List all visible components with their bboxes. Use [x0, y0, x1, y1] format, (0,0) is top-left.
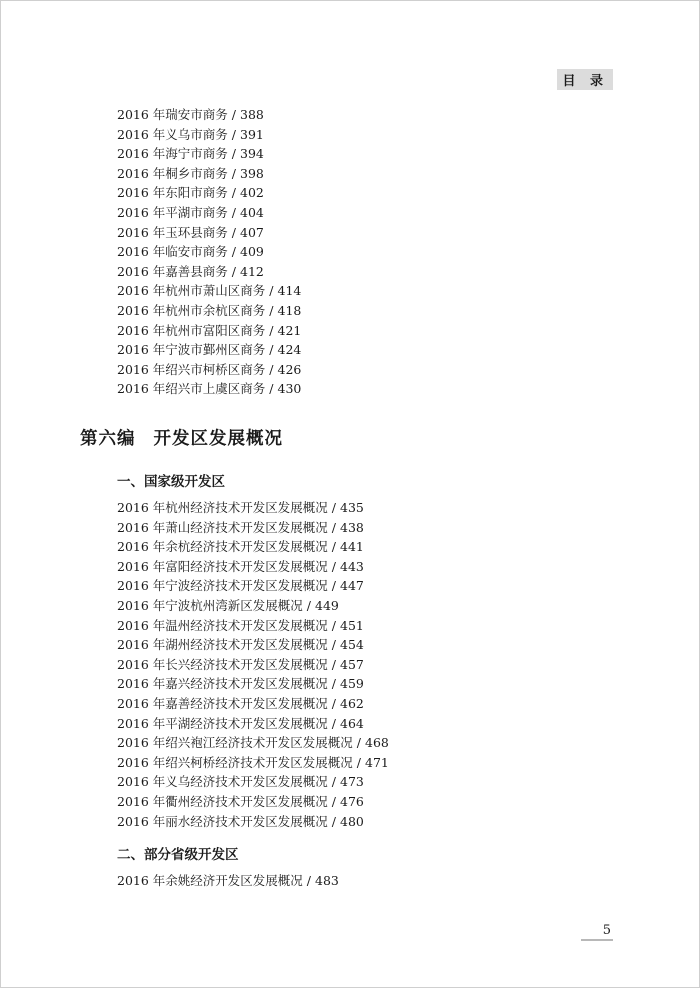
toc-entry-page: 454 [340, 637, 364, 653]
toc-entry-title: 2016 年长兴经济技术开发区发展概况 [117, 656, 328, 672]
toc-entry-title: 2016 年宁波杭州湾新区发展概况 [117, 597, 303, 613]
toc-entry-title: 2016 年东阳市商务 [117, 185, 228, 201]
toc-entry-title: 2016 年玉环县商务 [117, 224, 228, 240]
toc-entry[interactable]: 2016 年余姚经济开发区发展概况 / 483 [117, 873, 339, 888]
part-title [80, 425, 283, 450]
toc-entry-title: 2016 年绍兴市上虞区商务 [117, 381, 266, 397]
toc-entry[interactable]: 2016 年余杭经济技术开发区发展概况 / 441 [117, 539, 364, 555]
toc-entry-page: 435 [340, 500, 364, 515]
toc-entry-title: 2016 年宁波经济技术开发区发展概况 [117, 578, 328, 594]
toc-entry[interactable]: 2016 年衢州经济技术开发区发展概况 / 476 [117, 793, 364, 809]
toc-list-provincial [117, 871, 339, 891]
toc-entry-page: 409 [240, 244, 264, 260]
toc-entry-title: 2016 年海宁市商务 [117, 146, 228, 162]
toc-entry-page: 480 [340, 813, 364, 829]
toc-entry-title: 2016 年萧山经济技术开发区发展概况 [117, 519, 328, 535]
toc-entry-page: 414 [277, 283, 302, 299]
toc-entry-page: 430 [277, 381, 302, 397]
toc-entry[interactable]: 2016 年萧山经济技术开发区发展概况 / 438 [117, 519, 364, 535]
toc-entry-page: 421 [277, 322, 302, 338]
toc-entry-title: 2016 年杭州经济技术开发区发展概况 [117, 500, 328, 515]
toc-entry-page: 483 [315, 873, 339, 888]
toc-entry-title: 2016 年宁波市鄞州区商务 [117, 342, 266, 358]
toc-entry-page: 464 [340, 715, 364, 731]
section-heading: 一、国家级开发区 [117, 474, 225, 490]
toc-entry-title: 2016 年余姚经济开发区发展概况 [117, 873, 303, 888]
toc-entry-page: 476 [340, 793, 364, 809]
toc-entry-page: 473 [340, 774, 364, 790]
toc-entry[interactable]: 2016 年杭州市余杭区商务 / 418 [117, 302, 302, 318]
toc-entry-title: 2016 年义乌经济技术开发区发展概况 [117, 774, 328, 790]
toc-entry[interactable]: 2016 年绍兴柯桥经济技术开发区发展概况 / 471 [117, 754, 389, 770]
toc-entry-title: 2016 年平湖经济技术开发区发展概况 [117, 715, 328, 731]
toc-entry[interactable]: 2016 年绍兴袍江经济技术开发区发展概况 / 468 [117, 735, 389, 751]
toc-entry-page: 394 [240, 146, 264, 162]
toc-list-continued [117, 105, 301, 399]
toc-entry-title: 2016 年嘉善县商务 [117, 263, 228, 279]
section-heading: 二、部分省级开发区 [117, 847, 239, 863]
toc-entry-page: 388 [240, 107, 264, 122]
toc-entry-page: 424 [277, 342, 302, 358]
toc-entry-page: 391 [240, 126, 264, 142]
toc-entry[interactable]: 2016 年义乌经济技术开发区发展概况 / 473 [117, 774, 364, 790]
toc-entry-title: 2016 年瑞安市商务 [117, 107, 228, 122]
toc-entry[interactable]: 2016 年宁波经济技术开发区发展概况 / 447 [117, 578, 364, 594]
toc-entry[interactable]: 2016 年海宁市商务 / 394 [117, 146, 264, 162]
footer-rule [581, 939, 613, 941]
toc-entry-title: 2016 年绍兴市柯桥区商务 [117, 361, 266, 377]
toc-entry-title: 2016 年杭州市富阳区商务 [117, 322, 266, 338]
toc-entry-page: 441 [340, 539, 364, 555]
toc-entry[interactable]: 2016 年长兴经济技术开发区发展概况 / 457 [117, 656, 364, 672]
toc-entry-page: 462 [340, 695, 364, 711]
toc-entry[interactable]: 2016 年桐乡市商务 / 398 [117, 165, 264, 181]
toc-entry-page: 443 [340, 558, 364, 574]
toc-entry-title: 2016 年杭州市萧山区商务 [117, 283, 266, 299]
toc-entry-page: 398 [240, 165, 264, 181]
toc-entry-page: 459 [340, 676, 364, 692]
toc-entry[interactable]: 2016 年杭州经济技术开发区发展概况 / 435 [117, 500, 364, 515]
toc-entry[interactable]: 2016 年东阳市商务 / 402 [117, 185, 264, 201]
toc-entry-title: 2016 年绍兴袍江经济技术开发区发展概况 [117, 735, 353, 751]
toc-entry-title: 2016 年平湖市商务 [117, 204, 228, 220]
toc-entry-page: 447 [340, 578, 364, 594]
toc-entry[interactable]: 2016 年宁波杭州湾新区发展概况 / 449 [117, 597, 339, 613]
toc-entry[interactable]: 2016 年嘉兴经济技术开发区发展概况 / 459 [117, 676, 364, 692]
toc-list-national [117, 498, 389, 831]
toc-entry-title: 2016 年绍兴柯桥经济技术开发区发展概况 [117, 754, 353, 770]
toc-entry[interactable]: 2016 年绍兴市上虞区商务 / 430 [117, 381, 302, 397]
running-header: 目 录 [557, 69, 613, 90]
toc-entry[interactable]: 2016 年嘉善经济技术开发区发展概况 / 462 [117, 695, 364, 711]
toc-entry[interactable]: 2016 年临安市商务 / 409 [117, 244, 264, 260]
toc-entry[interactable]: 2016 年杭州市萧山区商务 / 414 [117, 283, 302, 299]
toc-entry[interactable]: 2016 年玉环县商务 / 407 [117, 224, 264, 240]
toc-entry-page: 407 [240, 224, 264, 240]
toc-entry-title: 2016 年富阳经济技术开发区发展概况 [117, 558, 328, 574]
toc-entry-page: 418 [277, 302, 302, 318]
toc-entry-page: 468 [365, 735, 389, 751]
toc-entry-title: 2016 年温州经济技术开发区发展概况 [117, 617, 328, 633]
toc-entry-title: 2016 年义乌市商务 [117, 126, 228, 142]
toc-entry-page: 471 [365, 754, 389, 770]
toc-entry-title: 2016 年余杭经济技术开发区发展概况 [117, 539, 328, 555]
toc-entry-title: 2016 年杭州市余杭区商务 [117, 302, 266, 318]
toc-entry-page: 457 [340, 656, 364, 672]
toc-entry-page: 449 [315, 597, 339, 613]
toc-entry[interactable]: 2016 年富阳经济技术开发区发展概况 / 443 [117, 558, 364, 574]
toc-entry-title: 2016 年临安市商务 [117, 244, 228, 260]
toc-entry[interactable]: 2016 年瑞安市商务 / 388 [117, 107, 264, 122]
toc-entry-title: 2016 年湖州经济技术开发区发展概况 [117, 637, 328, 653]
toc-entry-page: 402 [240, 185, 264, 201]
toc-entry-page: 438 [340, 519, 364, 535]
toc-entry-title: 2016 年桐乡市商务 [117, 165, 228, 181]
part-number: 第六编 [80, 429, 136, 449]
toc-entry[interactable]: 2016 年平湖市商务 / 404 [117, 204, 264, 220]
toc-entry-page: 426 [277, 361, 302, 377]
page-number: 5 [602, 923, 611, 938]
toc-entry[interactable]: 2016 年义乌市商务 / 391 [117, 126, 264, 142]
toc-entry-page: 412 [240, 263, 264, 279]
toc-entry[interactable]: 2016 年丽水经济技术开发区发展概况 / 480 [117, 813, 364, 829]
toc-entry[interactable]: 2016 年嘉善县商务 / 412 [117, 263, 264, 279]
toc-entry-page: 451 [340, 617, 364, 633]
toc-entry[interactable]: 2016 年杭州市富阳区商务 / 421 [117, 322, 302, 338]
toc-entry[interactable]: 2016 年湖州经济技术开发区发展概况 / 454 [117, 637, 364, 653]
toc-entry[interactable]: 2016 年宁波市鄞州区商务 / 424 [117, 342, 302, 358]
toc-entry-title: 2016 年嘉兴经济技术开发区发展概况 [117, 676, 328, 692]
toc-entry-title: 2016 年丽水经济技术开发区发展概况 [117, 813, 328, 829]
toc-entry[interactable]: 2016 年温州经济技术开发区发展概况 / 451 [117, 617, 364, 633]
part-name: 开发区发展概况 [153, 429, 283, 449]
toc-entry-page: 404 [240, 204, 264, 220]
toc-entry[interactable]: 2016 年平湖经济技术开发区发展概况 / 464 [117, 715, 364, 731]
toc-entry-title: 2016 年嘉善经济技术开发区发展概况 [117, 695, 328, 711]
toc-entry-title: 2016 年衢州经济技术开发区发展概况 [117, 793, 328, 809]
toc-entry[interactable]: 2016 年绍兴市柯桥区商务 / 426 [117, 361, 302, 377]
